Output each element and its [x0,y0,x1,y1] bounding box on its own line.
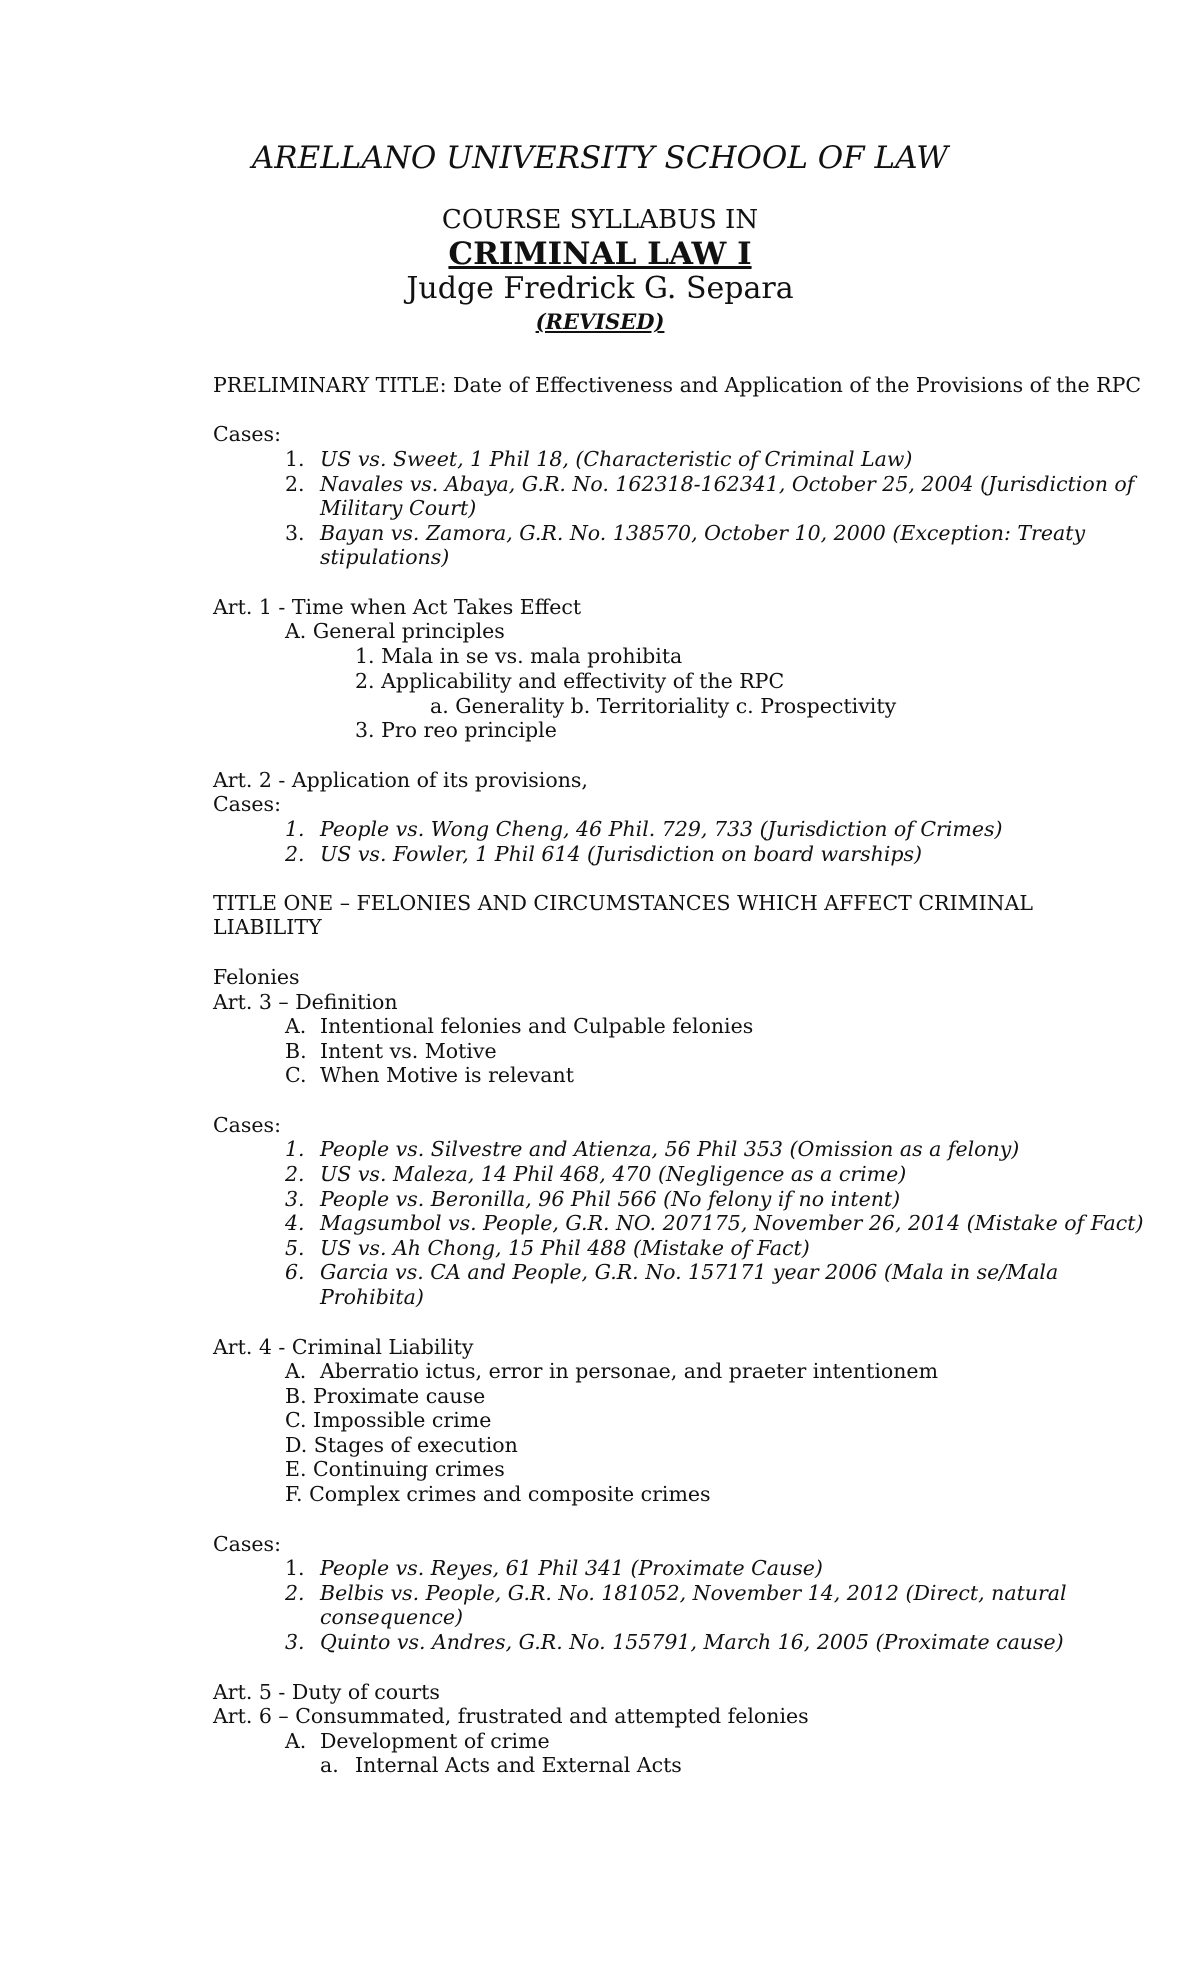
art6-heading: Art. 6 – Consummated, frustrated and attempted felonies [213,1704,809,1728]
case-number: 2. [285,472,305,496]
case-citation: US vs. Ah Chong, 15 Phil 488 (Mistake of Fact) [320,1236,810,1260]
art5-heading: Art. 5 - Duty of courts [213,1680,440,1704]
cases-label: Cases: [213,1532,281,1556]
cases-label: Cases: [213,422,281,446]
cases-label: Cases: [213,1113,281,1137]
case-number: 2. [285,842,305,866]
case-number: 1. [285,1556,305,1580]
item-letter: A. [285,1014,307,1038]
case-citation: Bayan vs. Zamora, G.R. No. 138570, October 10, 2000 (Exception: Treaty [320,521,1086,545]
case-citation: People vs. Wong Cheng, 46 Phil. 729, 733 (Jurisdiction of Crimes) [320,817,1003,841]
art4-item: E. Continuing crimes [285,1457,505,1481]
item-letter: A. [285,1729,307,1753]
case-citation: People vs. Reyes, 61 Phil 341 (Proximate Cause) [320,1556,823,1580]
case-number: 1. [285,817,305,841]
art3-item: When Motive is relevant [320,1063,574,1087]
subject-title: CRIMINAL LAW I [448,236,752,272]
case-citation: Quinto vs. Andres, G.R. No. 155791, March 16, 2005 (Proximate cause) [320,1630,1064,1654]
case-number: 3. [285,1630,305,1654]
case-citation: US vs. Sweet, 1 Phil 18, (Characteristic of Criminal Law) [320,447,913,471]
art4-item: C. Impossible crime [285,1408,492,1432]
felonies-label: Felonies [213,965,300,989]
case-citation-cont: stipulations) [320,545,450,569]
art3-heading: Art. 3 – Definition [213,990,398,1014]
university-title: ARELLANO UNIVERSITY SCHOOL OF LAW [251,140,949,176]
case-citation: People vs. Silvestre and Atienza, 56 Phil 353 (Omission as a felony) [320,1137,1020,1161]
art1-heading: Art. 1 - Time when Act Takes Effect [213,595,582,619]
case-number: 1. [285,447,305,471]
art1-subsubitem: a. Generality b. Territoriality c. Prospectivity [430,694,897,718]
art1-subitem: 3. Pro reo principle [355,718,557,742]
art2-heading: Art. 2 - Application of its provisions, [213,768,588,792]
art1-subitem: 2. Applicability and effectivity of the RPC [355,669,785,693]
instructor-name: Judge Fredrick G. Separa [406,271,794,306]
art6-subitem: Internal Acts and External Acts [355,1753,682,1777]
case-citation-cont: Prohibita) [320,1285,424,1309]
revised-label: (REVISED) [535,309,665,334]
case-citation-cont: consequence) [320,1605,463,1629]
case-number: 3. [285,521,305,545]
case-citation: Garcia vs. CA and People, G.R. No. 157171 year 2006 (Mala in se/Mala [320,1260,1059,1284]
art1-item-a: A. General principles [285,619,505,643]
case-citation: US vs. Fowler, 1 Phil 614 (Jurisdiction on board warships) [320,842,923,866]
cases-label: Cases: [213,792,281,816]
art4-item: B. Proximate cause [285,1384,486,1408]
art3-item: Intent vs. Motive [320,1039,497,1063]
title-one-heading: TITLE ONE – FELONIES AND CIRCUMSTANCES WHICH AFFECT CRIMINAL [213,891,1033,915]
art6-item: Development of crime [320,1729,550,1753]
case-citation-cont: Military Court) [320,496,477,520]
title-one-heading-cont: LIABILITY [213,915,322,939]
case-citation: Magsumbol vs. People, G.R. NO. 207175, November 26, 2014 (Mistake of Fact) [320,1211,1144,1235]
preliminary-title: PRELIMINARY TITLE: Date of Effectiveness and Application of the Provisions of the RPC [213,373,1142,397]
item-letter: C. [285,1063,307,1087]
case-number: 2. [285,1162,305,1186]
item-letter: B. [285,1039,307,1063]
course-label: COURSE SYLLABUS IN [441,205,759,235]
art4-item: Aberratio ictus, error in personae, and praeter intentionem [320,1359,939,1383]
case-citation: People vs. Beronilla, 96 Phil 566 (No felony if no intent) [320,1187,901,1211]
art4-item: D. Stages of execution [285,1433,518,1457]
case-citation: Navales vs. Abaya, G.R. No. 162318-162341, October 25, 2004 (Jurisdiction of [320,472,1135,496]
case-number: 2. [285,1581,305,1605]
case-number: 4. [285,1211,305,1235]
case-number: 1. [285,1137,305,1161]
item-letter: A. [285,1359,307,1383]
case-number: 5. [285,1236,305,1260]
case-number: 3. [285,1187,305,1211]
art4-heading: Art. 4 - Criminal Liability [213,1335,474,1359]
art4-item: F. Complex crimes and composite crimes [285,1482,711,1506]
item-letter: a. [320,1753,339,1777]
case-citation: US vs. Maleza, 14 Phil 468, 470 (Negligence as a crime) [320,1162,907,1186]
case-number: 6. [285,1260,305,1284]
case-citation: Belbis vs. People, G.R. No. 181052, November 14, 2012 (Direct, natural [320,1581,1067,1605]
art1-subitem: 1. Mala in se vs. mala prohibita [355,644,683,668]
art3-item: Intentional felonies and Culpable felonies [320,1014,754,1038]
